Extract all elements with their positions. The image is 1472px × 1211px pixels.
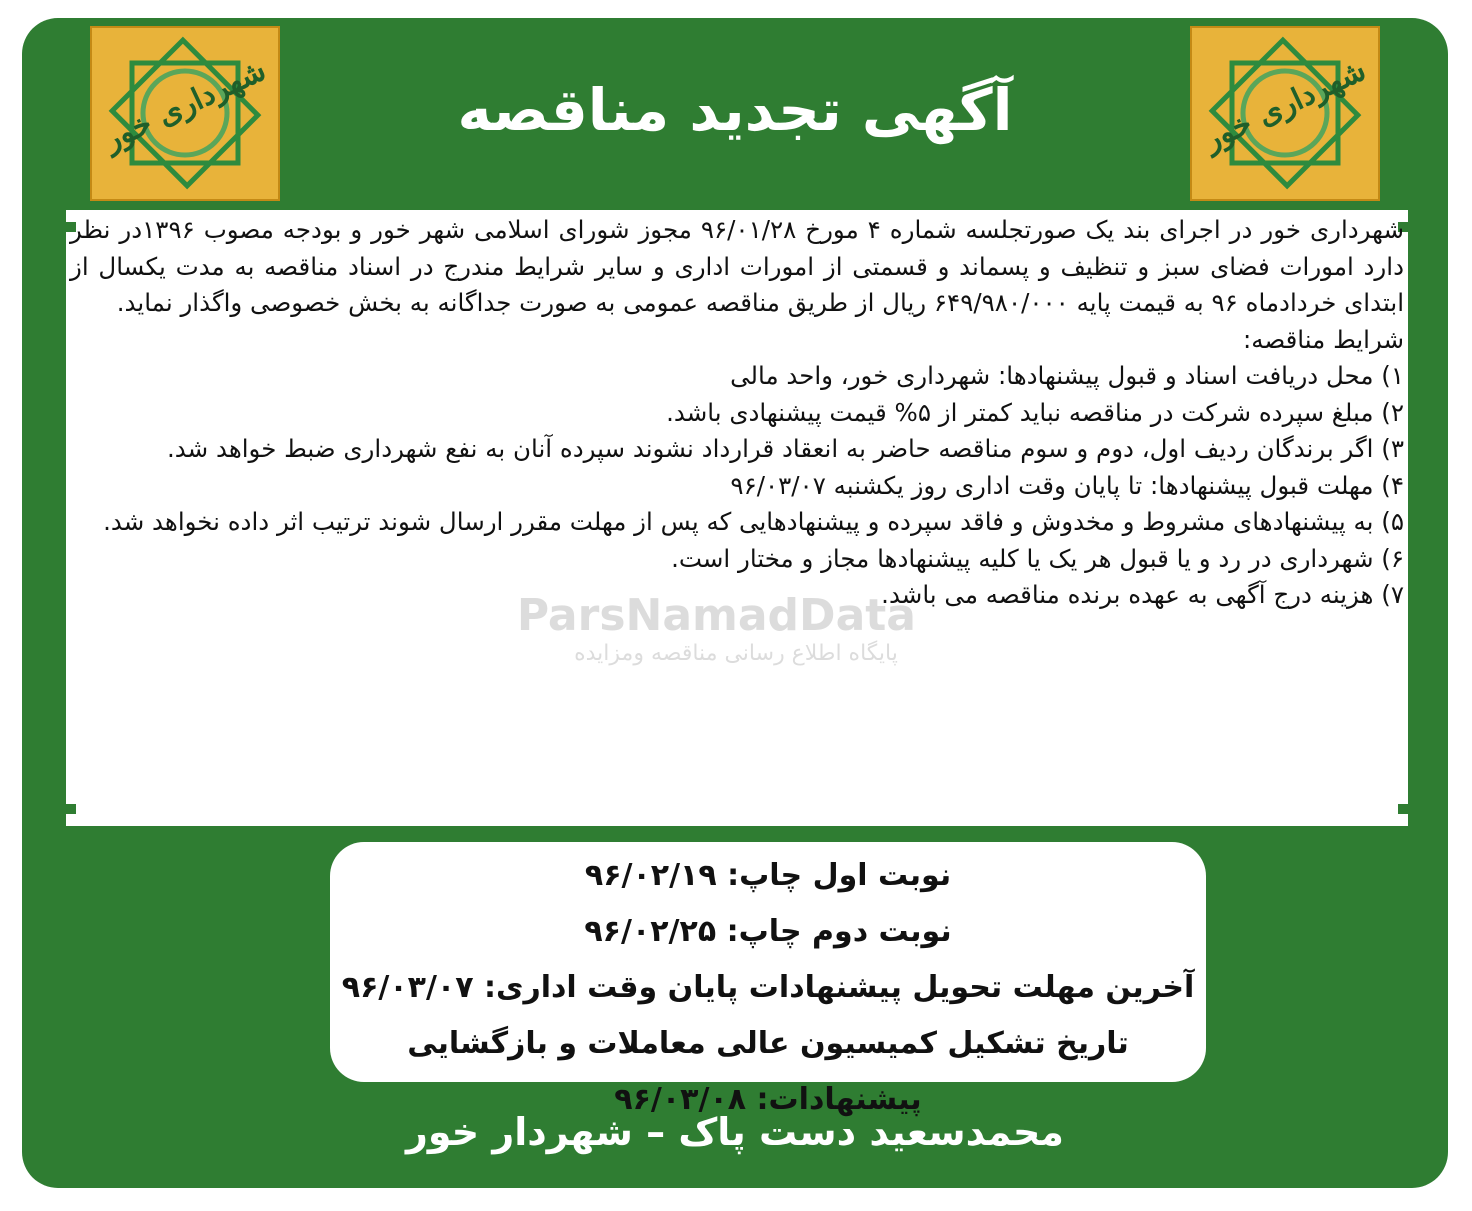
first-print-date: نوبت اول چاپ: ۹۶/۰۲/۱۹	[584, 858, 952, 893]
condition-item: ۷) هزینه درج آگهی به عهده برنده مناقصه می باشد.	[881, 580, 1404, 609]
notice-body	[66, 210, 1408, 826]
municipality-logo-left	[90, 26, 280, 201]
logo-text: شهرداری خور	[98, 52, 272, 159]
condition-item: ۳) اگر برندگان ردیف اول، دوم و سوم مناقصه حاضر به انعقاد قرارداد نشوند سپرده آنان به نفع شهرداری ضبط خواهد شد.	[167, 434, 1404, 463]
condition-item: ۴) مهلت قبول پیشنهادها: تا پایان وقت اداری روز یکشنبه ۹۶/۰۳/۰۷	[730, 470, 1404, 500]
submission-deadline: آخرین مهلت تحویل پیشنهادات پایان وقت اداری: ۹۶/۰۳/۰۷	[341, 970, 1195, 1005]
condition-item: ۶) شهرداری در رد و یا قبول هر یک یا کلیه پیشنهادها مجاز و مختار است.	[671, 543, 1404, 573]
conditions-heading: شرایط مناقصه:	[1242, 324, 1404, 354]
watermark-brand: ParsNamadData	[516, 590, 916, 641]
signature: محمدسعید دست پاک – شهردار خور	[406, 1110, 1064, 1154]
condition-item: ۱) محل دریافت اسناد و قبول پیشنهادها: شهرداری خور، واحد مالی	[730, 361, 1404, 390]
dates-panel	[330, 842, 1206, 1117]
second-print-date: نوبت دوم چاپ: ۹۶/۰۲/۲۵	[584, 914, 952, 949]
notice-text	[66, 212, 1408, 614]
watermark-caption: پایگاه اطلاع رسانی مناقصه ومزایده	[574, 641, 898, 666]
corner-marker	[1398, 804, 1408, 814]
intro-paragraph: شهرداری خور در اجرای بند یک صورتجلسه شماره ۴ مورخ ۹۶/۰۱/۲۸ مجوز شورای اسلامی شهر خور و بودجه مصوب ۱۳۹۶در نظر دارد امورات فضای سبز و تنظیف و پسماند و قسمتی از امورات اداری و سایر شرایط مندرج در اسناد مناقصه به مدت یکسال از ابتدای خردادماه ۹۶ به قیمت پایه ۶۴۹/۹۸۰/۰۰۰ ریال از طریق مناقصه عمومی به صورت جداگانه به بخش خصوصی واگذار نماید.	[70, 215, 1405, 317]
municipality-logo-right	[1190, 26, 1380, 201]
logo-text: شهرداری خور	[1198, 52, 1372, 159]
advertisement-frame	[22, 18, 1448, 1188]
condition-item: ۲) مبلغ سپرده شرکت در مناقصه نباید کمتر از ۵% قیمت پیشنهادی باشد.	[666, 397, 1404, 427]
condition-item: ۵) به پیشنهادهای مشروط و مخدوش و فاقد سپرده و پیشنهادهایی که پس از مهلت مقرر ارسال شوند ترتیب اثر داده نخواهد شد.	[103, 507, 1404, 536]
corner-marker	[66, 804, 76, 814]
commission-date: تاریخ تشکیل کمیسیون عالی معاملات و بازگشایی پیشنهادات: ۹۶/۰۳/۰۸	[407, 1026, 1129, 1117]
page-title: آگهی تجدید مناقصه	[457, 76, 1013, 144]
